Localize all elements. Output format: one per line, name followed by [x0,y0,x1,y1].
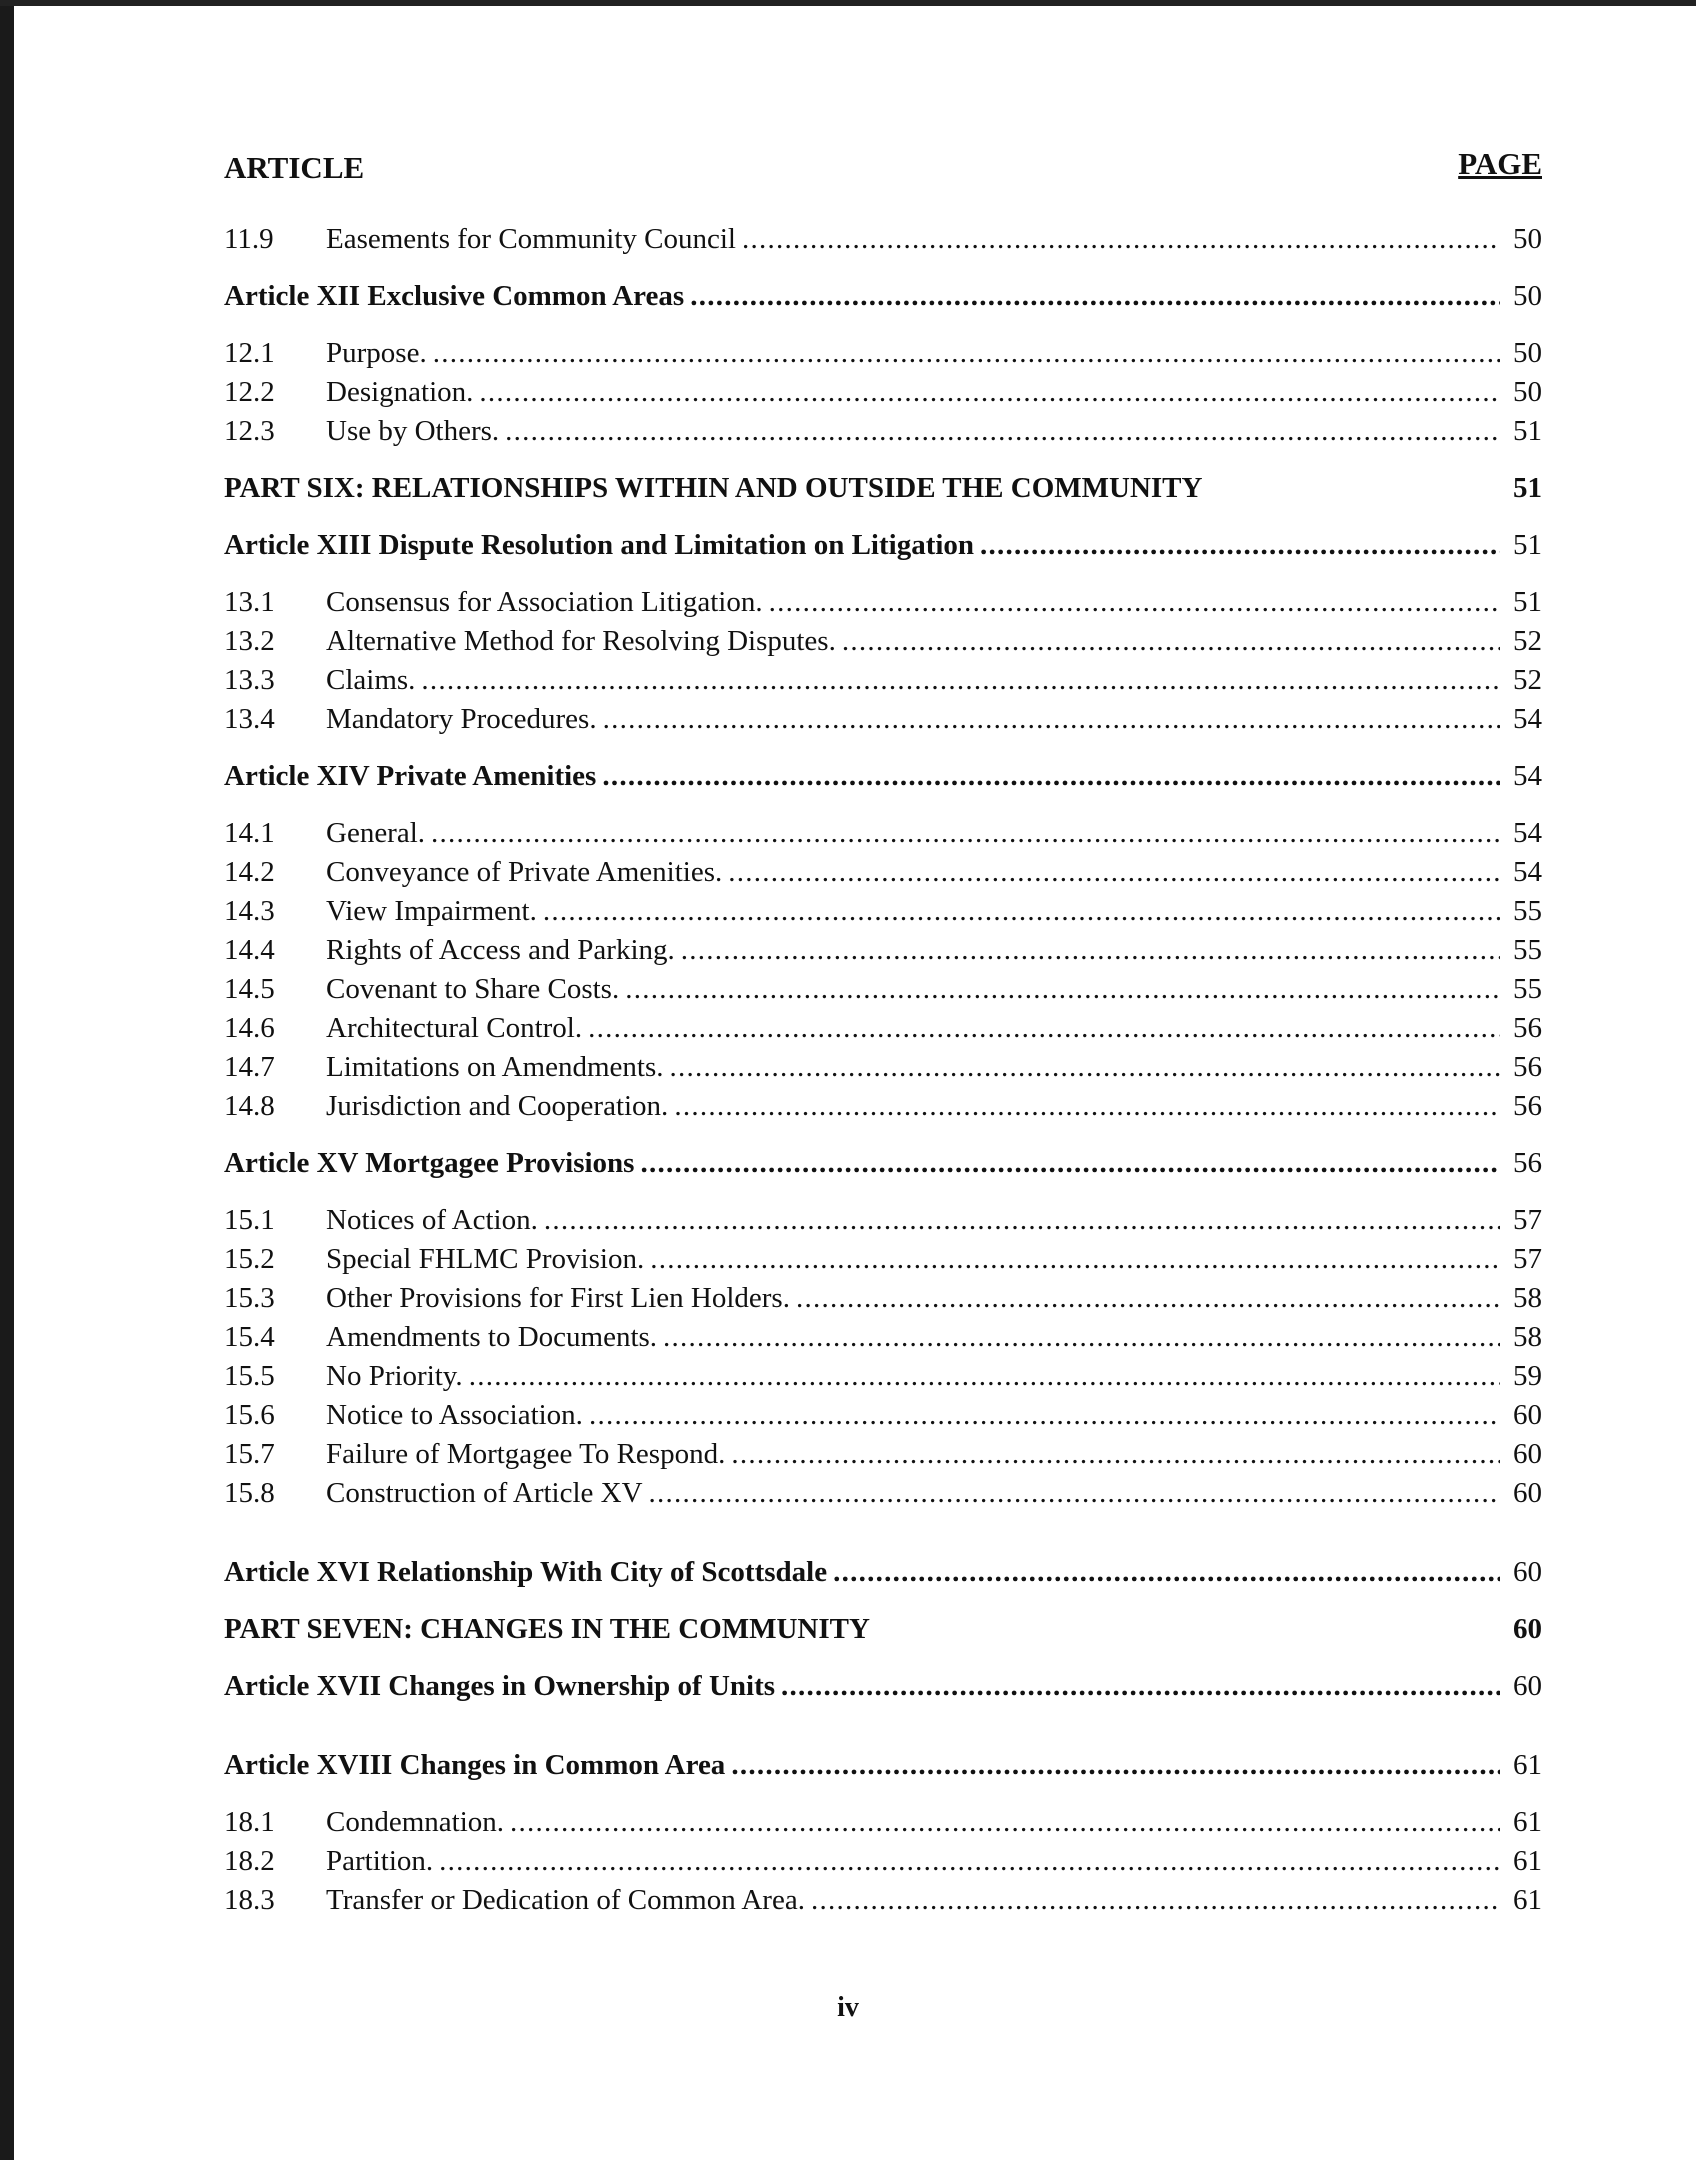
toc-section-row [224,1357,1542,1396]
toc-section-row [224,220,1542,259]
entry-page-number: 56 [1513,1090,1542,1122]
entry-title: Architectural Control. [326,1012,583,1044]
section-number: 15.1 [224,1204,275,1236]
entry-page-number: 61 [1513,1845,1542,1877]
toc-article-row [224,526,1542,565]
dot-leader [796,1279,1500,1318]
dot-leader [640,1144,1500,1183]
entry-page-number: 52 [1513,625,1542,657]
entry-page-number: 61 [1513,1806,1542,1838]
toc-section-row [224,1803,1542,1842]
entry-title: Construction of Article XV [326,1477,643,1509]
entry-page-number: 56 [1513,1051,1542,1083]
entry-page-number: 51 [1513,586,1542,618]
entry-title: Designation. [326,376,474,408]
dot-leader [731,1746,1500,1785]
entry-page-number: 54 [1513,760,1542,792]
section-number: 12.1 [224,337,275,369]
entry-page-number: 60 [1513,1399,1542,1431]
toc-article-row [224,757,1542,796]
dot-leader [731,1435,1500,1474]
entry-title: Consensus for Association Litigation. [326,586,763,618]
article-column-label: ARTICLE [224,150,365,185]
section-number: 13.1 [224,586,275,618]
section-number: 15.8 [224,1477,275,1509]
section-number: 18.1 [224,1806,275,1838]
dot-leader [510,1803,1500,1842]
dot-leader [439,1842,1500,1881]
dot-leader [781,1667,1500,1706]
toc-page [224,146,1542,1920]
entry-title: Alternative Method for Resolving Disputes. [326,625,836,657]
entry-page-number: 56 [1513,1012,1542,1044]
section-number: 15.7 [224,1438,275,1470]
entry-title: Condemnation. [326,1806,505,1838]
dot-leader [431,814,1500,853]
dot-leader [544,1201,1500,1240]
entry-title: Article XIV Private Amenities [224,760,597,792]
entry-title: Partition. [326,1845,434,1877]
toc-section-row [224,1435,1542,1474]
section-number: 14.2 [224,856,275,888]
dot-leader [589,1396,1500,1435]
entry-page-number: 58 [1513,1321,1542,1353]
dot-leader [842,622,1500,661]
section-number: 13.2 [224,625,275,657]
section-number: 15.3 [224,1282,275,1314]
dot-leader [625,970,1500,1009]
entry-title: Article XV Mortgagee Provisions [224,1147,635,1179]
entry-page-number: 56 [1513,1147,1542,1179]
entry-page-number: 59 [1513,1360,1542,1392]
entry-title: PART SEVEN: CHANGES IN THE COMMUNITY [224,1613,870,1645]
entry-page-number: 54 [1513,856,1542,888]
section-number: 15.2 [224,1243,275,1275]
toc-article-row [224,1553,1542,1592]
dot-leader [742,220,1500,259]
entry-page-number: 60 [1513,1670,1542,1702]
entry-title: Article XIII Dispute Resolution and Limitation on Litigation [224,529,975,561]
dot-leader [769,583,1500,622]
page-column-label: PAGE [1458,146,1542,181]
toc-article-row [224,1667,1542,1706]
dot-leader [650,1240,1500,1279]
entry-title: Jurisdiction and Cooperation. [326,1090,669,1122]
entry-page-number: 57 [1513,1204,1542,1236]
entry-page-number: 58 [1513,1282,1542,1314]
entry-page-number: 50 [1513,376,1542,408]
entry-page-number: 55 [1513,934,1542,966]
entry-title: Use by Others. [326,415,500,447]
toc-section-row [224,853,1542,892]
dot-leader [811,1881,1500,1920]
dot-leader [649,1474,1500,1513]
toc-section-row [224,373,1542,412]
toc-section-row [224,892,1542,931]
toc-section-row [224,1048,1542,1087]
dot-leader [681,931,1500,970]
section-number: 12.2 [224,376,275,408]
scan-edge-left [0,0,14,2160]
toc-article-row [224,1746,1542,1785]
entry-title: Special FHLMC Provision. [326,1243,645,1275]
dot-leader [833,1553,1500,1592]
toc-section-row [224,412,1542,451]
dot-leader [602,757,1500,796]
toc-section-row [224,1240,1542,1279]
section-number: 15.4 [224,1321,275,1353]
dot-leader [505,412,1500,451]
entry-title: Other Provisions for First Lien Holders. [326,1282,790,1314]
toc-section-row [224,334,1542,373]
toc-section-row [224,1842,1542,1881]
section-number: 13.3 [224,664,275,696]
toc-section-row [224,1009,1542,1048]
entry-page-number: 54 [1513,703,1542,735]
entry-title: Covenant to Share Costs. [326,973,620,1005]
entry-page-number: 51 [1513,529,1542,561]
section-number: 14.4 [224,934,275,966]
entry-title: Article XVI Relationship With City of Scottsdale [224,1556,828,1588]
dot-leader [674,1087,1500,1126]
section-number: 13.4 [224,703,275,735]
entry-title: General. [326,817,426,849]
dot-leader [469,1357,1500,1396]
toc-section-row [224,1279,1542,1318]
toc-header [224,146,1542,220]
entry-title: Conveyance of Private Amenities. [326,856,723,888]
section-number: 18.2 [224,1845,275,1877]
entry-page-number: 57 [1513,1243,1542,1275]
section-number: 15.5 [224,1360,275,1392]
entry-page-number: 60 [1513,1477,1542,1509]
entry-page-number: 50 [1513,280,1542,312]
entry-title: Article XII Exclusive Common Areas [224,280,685,312]
dot-leader [543,892,1500,931]
entry-page-number: 50 [1513,337,1542,369]
section-number: 14.7 [224,1051,275,1083]
entry-title: Claims. [326,664,416,696]
toc-section-row [224,1318,1542,1357]
toc-section-row [224,1881,1542,1920]
toc-part-row [224,1610,1542,1649]
dot-leader [980,526,1500,565]
toc-section-row [224,931,1542,970]
entry-page-number: 52 [1513,664,1542,696]
section-number: 14.6 [224,1012,275,1044]
toc-section-row [224,1201,1542,1240]
section-number: 12.3 [224,415,275,447]
toc-section-row [224,1474,1542,1513]
entry-page-number: 61 [1513,1884,1542,1916]
dot-leader [690,277,1500,316]
entry-title: Rights of Access and Parking. [326,934,675,966]
entry-title: Failure of Mortgagee To Respond. [326,1438,726,1470]
entry-title: Amendments to Documents. [326,1321,658,1353]
section-number: 14.8 [224,1090,275,1122]
section-number: 18.3 [224,1884,275,1916]
section-number: 14.1 [224,817,275,849]
dot-leader [479,373,1500,412]
toc-section-row [224,1087,1542,1126]
toc-section-row [224,814,1542,853]
entry-title: Limitations on Amendments. [326,1051,664,1083]
entry-title: Purpose. [326,337,427,369]
entry-title: PART SIX: RELATIONSHIPS WITHIN AND OUTSIDE THE COMMUNITY [224,472,1203,504]
entry-title: No Priority. [326,1360,463,1392]
entry-page-number: 55 [1513,973,1542,1005]
entry-title: Notices of Action. [326,1204,538,1236]
entry-page-number: 60 [1513,1556,1542,1588]
entry-title: Notice to Association. [326,1399,583,1431]
entry-page-number: 51 [1513,472,1542,504]
dot-leader [670,1048,1500,1087]
page-number: iv [837,1992,859,2023]
section-number: 14.5 [224,973,275,1005]
toc-section-row [224,622,1542,661]
entry-page-number: 60 [1513,1613,1542,1645]
entry-page-number: 55 [1513,895,1542,927]
entry-title: Easements for Community Council [326,223,736,255]
section-number: 14.3 [224,895,275,927]
entry-title: Article XVIII Changes in Common Area [224,1749,726,1781]
entry-page-number: 54 [1513,817,1542,849]
entry-title: Mandatory Procedures. [326,703,597,735]
entry-title: Transfer or Dedication of Common Area. [326,1884,805,1916]
toc-section-row [224,661,1542,700]
toc-section-row [224,700,1542,739]
toc-list [224,220,1542,1920]
entry-page-number: 60 [1513,1438,1542,1470]
entry-page-number: 61 [1513,1749,1542,1781]
dot-leader [433,334,1500,373]
dot-leader [603,700,1500,739]
entry-title: View Impairment. [326,895,537,927]
toc-section-row [224,1396,1542,1435]
dot-leader [421,661,1500,700]
toc-article-row [224,1144,1542,1183]
entry-title: Article XVII Changes in Ownership of Units [224,1670,776,1702]
toc-section-row [224,970,1542,1009]
section-number: 11.9 [224,223,274,255]
entry-page-number: 50 [1513,223,1542,255]
toc-part-row [224,469,1542,508]
dot-leader [728,853,1500,892]
scan-edge-top [0,0,1696,6]
toc-section-row [224,583,1542,622]
section-number: 15.6 [224,1399,275,1431]
entry-page-number: 51 [1513,415,1542,447]
toc-article-row [224,277,1542,316]
dot-leader [663,1318,1500,1357]
dot-leader [588,1009,1500,1048]
